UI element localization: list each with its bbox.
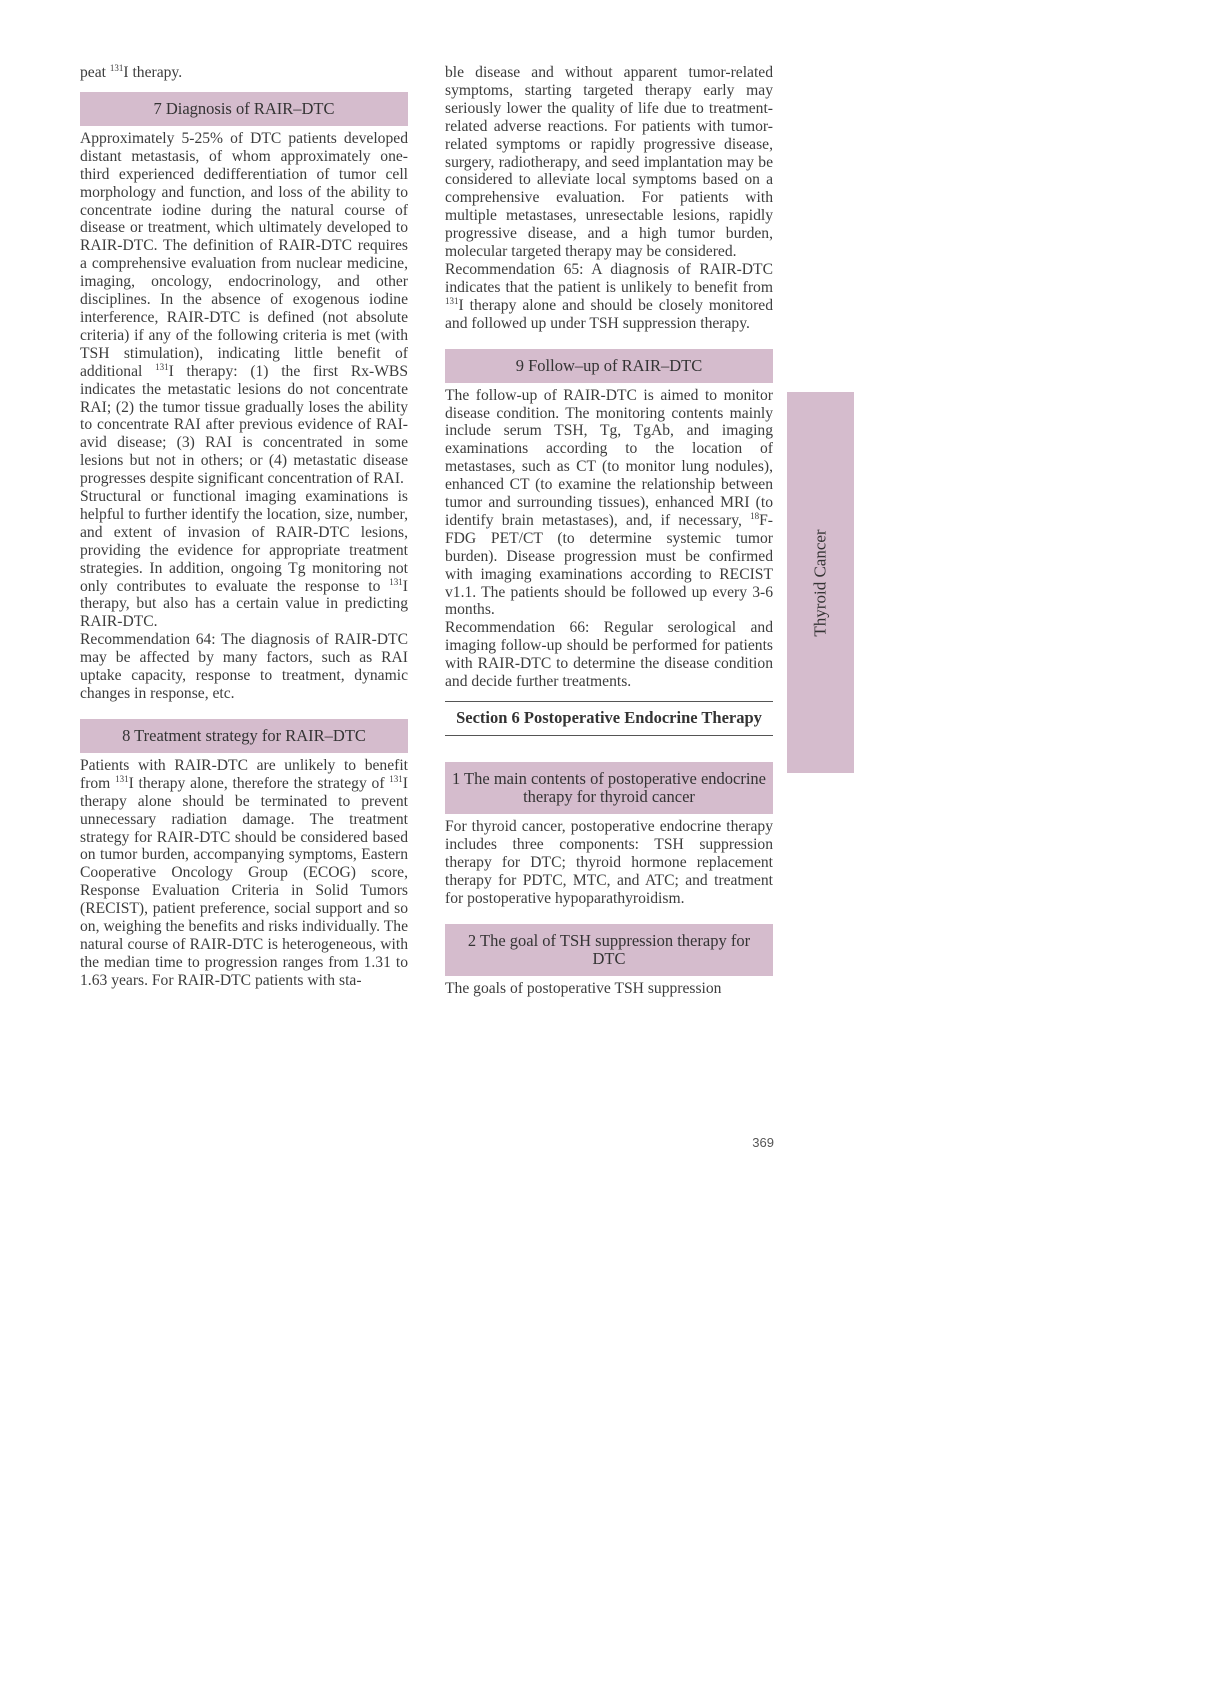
paragraph-treatment-continued: ble disease and without apparent tumor-related symptoms, starting targeted therapy early may seriously lower the quality of life due to treatment-related adverse reactions. For patients with tumor-related symptoms or rapidly progressive disease, surgery, radiotherapy, and seed implantation may be considered to alleviate local symptoms based on a comprehensive evaluation. For patients with multiple metastases, unresectable lesions, rapidly progressive disease, and a high tumor burden, molecular targeted therapy may be considered.	[445, 64, 773, 261]
recommendation-66: Recommendation 66: Regular serological and imaging follow-up should be performed for patients with RAIR-DTC to determine the disease condition and decide further treatments.	[445, 619, 773, 691]
paragraph-imaging: Structural or functional imaging examinations is helpful to further identify the location, size, number, and extent of invasion of RAIR-DTC lesions, providing the evidence for appropriate treatment strategies. In addition, ongoing Tg monitoring not only contributes to evaluate the response to $^{131}$I therapy, but also has a certain value in predicting RAIR-DTC.	[80, 488, 408, 631]
left-column	[80, 64, 408, 990]
paragraph-endocrine-components: For thyroid cancer, postoperative endocrine therapy includes three components: TSH suppression therapy for DTC; thyroid hormone replacement therapy for PDTC, MTC, and ATC; and treatment for postoperative hypoparathyroidism.	[445, 818, 773, 907]
paragraph-tsh-goal: The goals of postoperative TSH suppression	[445, 979, 722, 997]
page-number: 369	[752, 1135, 774, 1150]
heading-tsh-goal: 2 The goal of TSH suppression therapy for DTC	[445, 924, 773, 976]
heading-follow-up: 9 Follow–up of RAIR–DTC	[445, 349, 773, 383]
right-column	[445, 64, 773, 997]
side-tab-label: Thyroid Cancer	[810, 528, 830, 637]
recommendation-65: Recommendation 65: A diagnosis of RAIR-DTC indicates that the patient is unlikely to benefit from $^{131}$I therapy alone and should be closely monitored and followed up under TSH suppression therapy.	[445, 260, 773, 332]
heading-diagnosis-rair-dtc: 7 Diagnosis of RAIR–DTC	[80, 92, 408, 126]
paragraph-continuation: peat $^{131}$I therapy.	[80, 63, 183, 81]
heading-main-contents: 1 The main contents of postoperative endocrine therapy for thyroid cancer	[445, 762, 773, 814]
paragraph-treatment: Patients with RAIR-DTC are unlikely to benefit from $^{131}$I therapy alone, therefore the strategy of $^{131}$I therapy alone should be terminated to prevent unnecessary radiation damage. The treatment strategy for RAIR-DTC should be considered based on tumor burden, accompanying symptoms, Eastern Cooperative Oncology Group (ECOG) score, Response Evaluation Criteria in Solid Tumors (RECIST), patient preference, social support and so on, weighing the benefits and risks individually. The natural course of RAIR-DTC is heterogeneous, with the median time to progression ranges from 1.31 to 1.63 years. For RAIR-DTC patients with sta-	[80, 756, 408, 989]
side-tab-thyroid-cancer	[787, 392, 854, 773]
section-title-endocrine-therapy: Section 6 Postoperative Endocrine Therapy	[445, 701, 773, 736]
recommendation-64: Recommendation 64: The diagnosis of RAIR-DTC may be affected by many factors, such as RAI uptake capacity, response to treatment, dynamic changes in response, etc.	[80, 631, 408, 702]
paragraph-follow-up: The follow-up of RAIR-DTC is aimed to monitor disease condition. The monitoring contents mainly include serum TSH, Tg, TgAb, and imaging examinations according to the location of metastases, such as CT (to monitor lung nodules), enhanced CT (to examine the relationship between tumor and surrounding tissues), enhanced MRI (to identify brain metastases), and, if necessary, $^{18}$F-FDG PET/CT (to determine systemic tumor burden). Disease progression must be confirmed with imaging examinations according to RECIST v1.1. The patients should be followed up every 3-6 months.	[445, 386, 773, 619]
paragraph-diagnosis: Approximately 5-25% of DTC patients developed distant metastasis, of whom approximately one-third experienced dedifferentiation of tumor cell morphology and function, and loss of the ability to concentrate iodine during the natural course of disease or treatment, which ultimately developed to RAIR-DTC. The definition of RAIR-DTC requires a comprehensive evaluation from nuclear medicine, imaging, oncology, endocrinology, and other disciplines. In the absence of exogenous iodine interference, RAIR-DTC is defined (not absolute criteria) if any of the following criteria is met (with TSH stimulation), indicating little benefit of additional $^{131}$I therapy: (1) the first Rx-WBS indicates the metastatic lesions do not concentrate RAI; (2) the tumor tissue gradually loses the ability to concentrate RAI after previous evidence of RAI-avid disease; (3) RAI is concentrated in some lesions but not in others; or (4) metastatic disease progresses despite significant concentration of RAI.	[80, 129, 409, 488]
heading-treatment-strategy: 8 Treatment strategy for RAIR–DTC	[80, 719, 408, 753]
